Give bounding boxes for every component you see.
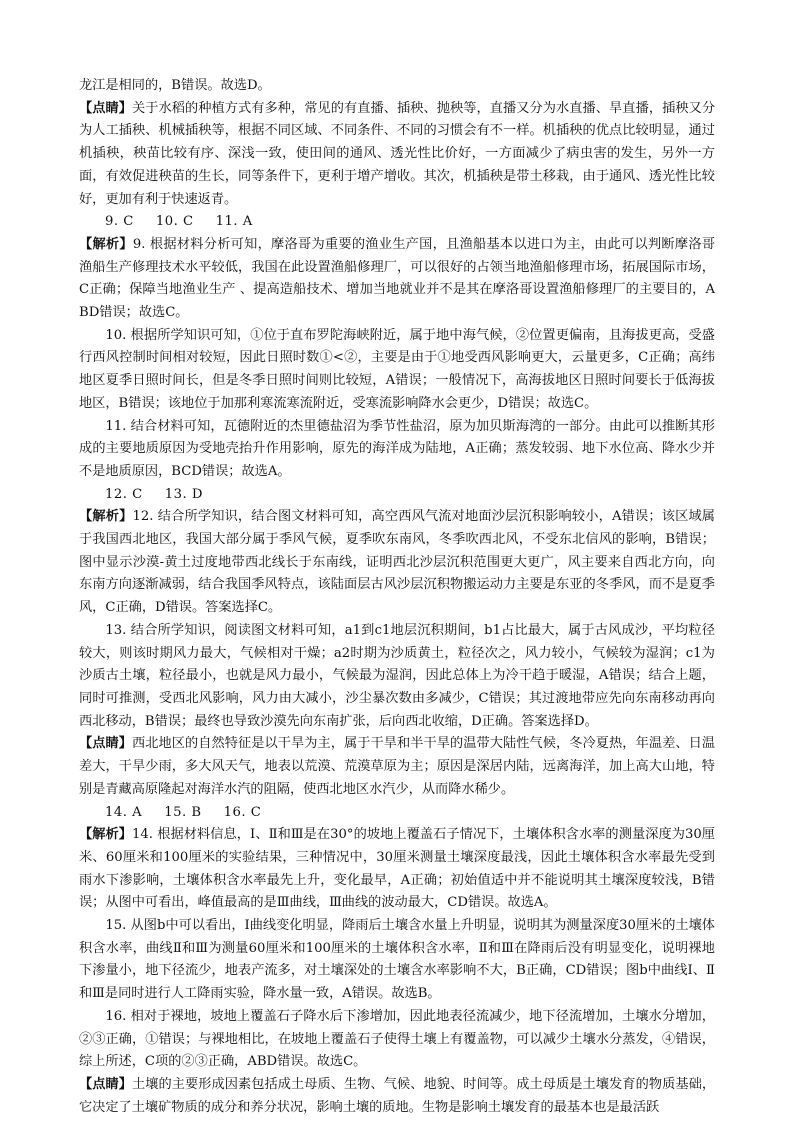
answer-item: 16. C	[223, 804, 262, 820]
explanation-paragraph	[79, 733, 715, 801]
answer-item: 15. B	[164, 804, 202, 820]
paragraph-text: 15. 从图b中可以看出，Ⅰ曲线变化明显，降雨后土壤含水量上升明显，说明其为测量深度30厘米的土壤体积含水率，曲线Ⅱ和Ⅲ为测量60厘米和100厘米的土壤体积含水率，Ⅱ和Ⅲ在降雨后没有明显变化，说明裸地下渗量小，地下径流少，地表产流多，对土壤深处的土壤含水率影响不大，B正确，CD错误；图b中曲线Ⅰ、Ⅱ和Ⅲ是同时进行人工降雨实验，降水量一致，A错误。故选B。	[79, 918, 715, 1002]
answer-item: 10. C	[155, 214, 194, 230]
explanation-paragraph	[79, 506, 715, 620]
answer-item: 14. A	[105, 804, 143, 820]
answer-key-line	[79, 211, 715, 234]
explanation-paragraph	[79, 824, 715, 915]
paragraph-text: 16. 相对于裸地，坡地上覆盖石子降水后下渗增加，因此地表径流减少，地下径流增加，土壤水分增加，②③正确，①错误；与裸地相比，在坡地上覆盖石子使得土壤上有覆盖物，可以减少土壤水分蒸发，④错误，综上所述，C项的②③正确，ABD错误。故选C。	[79, 1008, 715, 1070]
answer-key-line	[79, 802, 715, 825]
body-paragraph	[79, 325, 715, 416]
explanation-paragraph	[79, 1074, 715, 1119]
section-tag: 【解析】	[79, 236, 133, 252]
body-paragraph	[79, 75, 715, 98]
explanation-paragraph	[79, 234, 715, 325]
section-tag: 【点睛】	[79, 736, 133, 752]
section-tag: 【解析】	[79, 827, 133, 843]
answer-key-line	[79, 484, 715, 507]
body-paragraph	[79, 1006, 715, 1074]
paragraph-text: 西北地区的自然特征是以干旱为主，属于干旱和半干旱的温带大陆性气候，冬冷夏热，年温差、日温差大，干旱少雨，多大风天气，地表以荒漠、荒漠草原为主；原因是深居内陆，远离海洋，加上高大山地，特别是青藏高原隆起对海洋水汽的阻隔，使西北地区水汽少，从而降水稀少。	[79, 736, 716, 797]
paragraph-text: 土壤的主要形成因素包括成土母质、生物、气候、地貌、时间等。成土母质是土壤发育的物质基础，它决定了土壤矿物质的成分和养分状况，影响土壤的质地。生物是影响土壤发育的最基本也是最活跃	[79, 1076, 716, 1115]
paragraph-text: 9. 根据材料分析可知，摩洛哥为重要的渔业生产国，且渔船基本以进口为主，由此可以判断摩洛哥渔船生产修理技术水平较低，我国在此设置渔船修理厂，可以很好的占领当地渔船修理市场，拓展国际市场，C正确；保障当地渔业生产 、提高造船技术、增加当地就业并不是其在摩洛哥设置渔船修理厂的主要目的，ABD错误；故选C。	[79, 236, 716, 321]
paragraph-text: 龙江是相同的，B错误。故选D。	[79, 78, 271, 93]
paragraph-text: 14. 根据材料信息，Ⅰ、Ⅱ和Ⅲ是在30°的坡地上覆盖石子情况下，土壤体积含水率的测量深度为30厘米、60厘米和100厘米的实验结果，三种情况中，30厘米测量土壤深度最浅，因此土壤体积含水率最先受到雨水下渗影响，土壤体积含水率最先上升，变化最早，A正确；初始值适中并不能说明其土壤深度较浅，B错误；从图中可看出，峰值最高的是Ⅲ曲线，Ⅲ曲线的波动最大，CD错误。故选A。	[79, 827, 715, 911]
answer-item: 13. D	[164, 486, 204, 502]
section-tag: 【点睛】	[79, 1076, 133, 1092]
paragraph-text: 13. 结合所学知识，阅读图文材料可知，a1到c1地层沉积期间，b1占比最大，属于古风成沙，平均粒径较大，则该时期风力最大，气候相对干燥；a2时期为沙质黄土，粒径次之，风力较小，气候较为湿润；c1为沙质古土壤，粒径最小，也就是风力最小，气候最为湿润，因此总体上为冷干趋于暖湿，A错误；结合上题，同时可推测，受西北风影响，风力由大减小，沙尘暴次数由多减少，C错误；其过渡地带应先向东南移动再向西北移动，B错误；最终也导致沙漠先向东南扩张，后向西北收缩，D正确。答案选择D。	[79, 622, 715, 729]
answer-item: 11. A	[215, 214, 253, 230]
document-page	[79, 75, 715, 1119]
answer-item: 9. C	[105, 214, 134, 230]
section-tag: 【点睛】	[79, 100, 133, 116]
body-paragraph	[79, 416, 715, 484]
paragraph-text: 11. 结合材料可知，瓦德附近的杰里德盐沼为季节性盐沼，原为加贝斯海湾的一部分。由此可以推断其形成的主要地质原因为受地壳抬升作用影响，原先的海洋成为陆地，A正确；蒸发较弱、地下水位高、降水少并不是地质原因，BCD错误；故选A。	[79, 418, 715, 479]
explanation-paragraph	[79, 98, 715, 212]
body-paragraph	[79, 620, 715, 734]
paragraph-text: 关于水稻的种植方式有多种，常见的有直播、插秧、抛秧等，直播又分为水直播、旱直播，插秧又分为人工插秧、机械插秧等，根据不同区域、不同条件、不同的习惯会有不一样。机插秧的优点比较明显，通过机插秧，秧苗比较有序、深浅一致，使田间的通风、透光性比价好，一方面减少了病虫害的发生，另外一方面，有效促进秧苗的生长，同等条件下，更利于增产增收。其次，机插秧是带土移栽，由于通风、透光性比较好，更加有利于快速返青。	[79, 100, 716, 207]
body-paragraph	[79, 915, 715, 1006]
section-tag: 【解析】	[79, 509, 133, 525]
paragraph-text: 10. 根据所学知识可知，①位于直布罗陀海峡附近，属于地中海气候，②位置更偏南，且海拔更高，受盛行西风控制时间相对较短，因此日照时数①<②，主要是由于①地受西风影响更大，云量更多，C正确；高纬地区夏季日照时间长，但是冬季日照时间则比较短，A错误；一般情况下，高海拔地区日照时间要长于低海拔地区，B错误；该地位于加那利寒流寒流附近，受寒流影响降水会更少，D错误；故选C。	[79, 327, 715, 411]
answer-item: 12. C	[105, 486, 143, 502]
paragraph-text: 12. 结合所学知识，结合图文材料可知，高空西风气流对地面沙层沉积影响较小，A错误；该区域属于我国西北地区，我国大部分属于季风气候，夏季吹东南风，冬季吹西北风，不受东北信风的影响，B错误；图中显示沙漠-黄土过度地带西北线长于东南线，证明西北沙层沉积范围更大更广，风主要来自西北方向，向东南方向逐渐减弱，结合我国季风特点，该陆面层古风沙层沉积物搬运动力主要是东亚的冬季风，而不是夏季风，C正确，D错误。答案选择C。	[79, 509, 715, 616]
